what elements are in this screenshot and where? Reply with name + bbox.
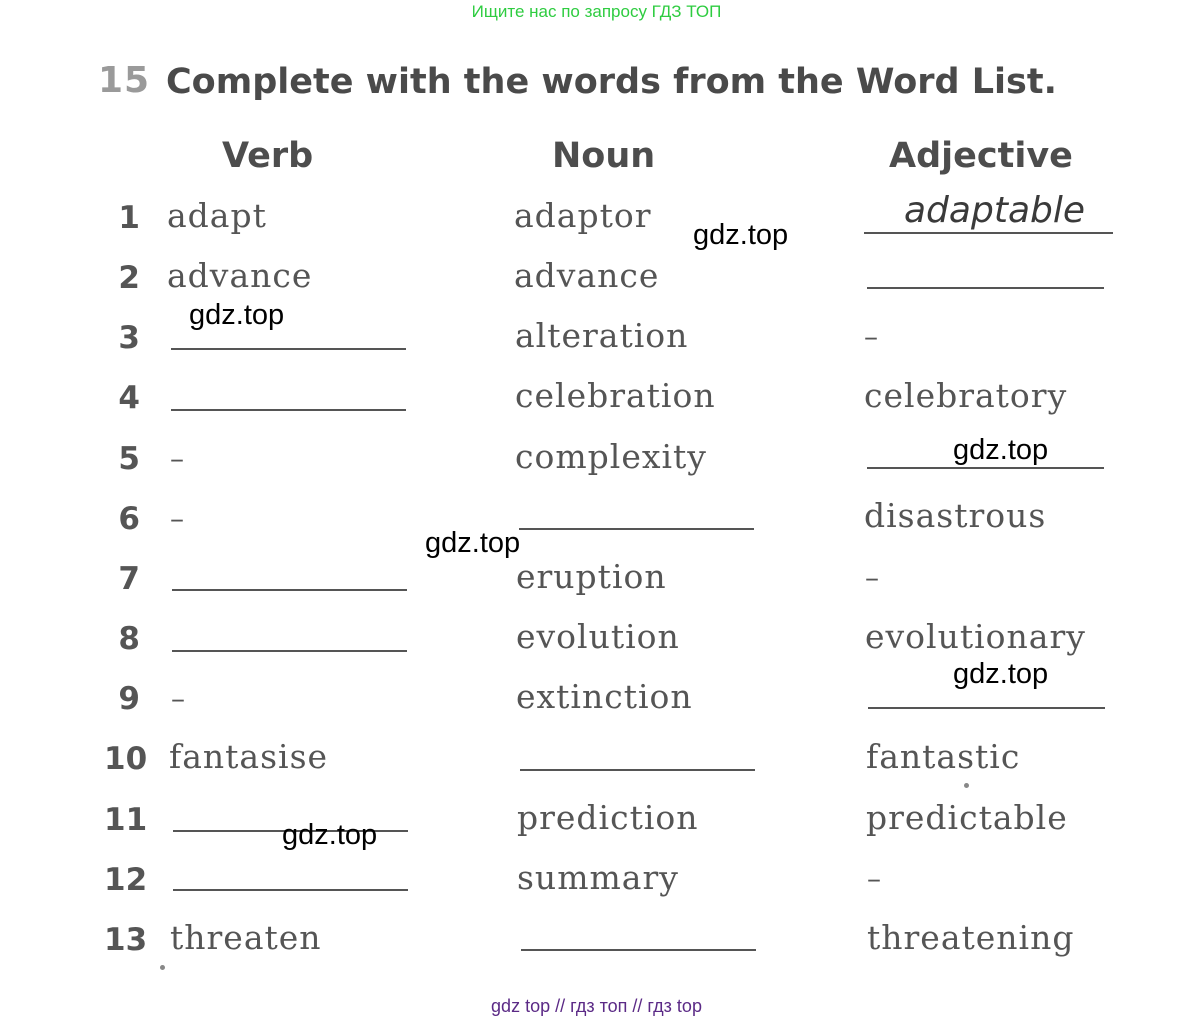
- row-number: 5: [118, 441, 140, 477]
- adjective-answer-line: [864, 232, 1113, 234]
- adjective-answer-line: [867, 467, 1104, 469]
- verb-word: adapt: [167, 196, 267, 235]
- row-number: 4: [118, 380, 140, 416]
- adjective-answer-line: [868, 707, 1105, 709]
- adjective-word: predictable: [866, 798, 1068, 837]
- watermark: gdz.top: [189, 299, 285, 331]
- noun-word: alteration: [515, 316, 689, 355]
- watermark: gdz.top: [953, 434, 1049, 466]
- verb-word: threaten: [170, 918, 322, 957]
- row-number: 6: [118, 501, 140, 537]
- watermark: gdz.top: [282, 819, 378, 851]
- verb-word: advance: [167, 256, 313, 295]
- row-number: 10: [104, 741, 148, 777]
- search-banner: Ищите нас по запросу ГДЗ ТОП: [471, 2, 722, 21]
- watermark: gdz.top: [693, 219, 789, 251]
- verb-answer-line: [172, 650, 407, 652]
- noun-answer-line: [521, 949, 756, 951]
- noun-word: celebration: [515, 376, 716, 415]
- noun-word: summary: [517, 858, 679, 897]
- row-number: 11: [104, 802, 148, 838]
- scan-speck: [160, 965, 165, 970]
- row-number: 7: [118, 561, 140, 597]
- row-number: 9: [118, 681, 140, 717]
- scan-speck: [964, 783, 969, 788]
- verb-dash: –: [170, 442, 184, 475]
- adjective-answer-line: [867, 287, 1104, 289]
- row-number: 13: [104, 922, 148, 958]
- verb-answer-line: [171, 409, 406, 411]
- footer-links: gdz top // гдз топ // гдз top: [491, 996, 702, 1016]
- noun-word: extinction: [516, 677, 693, 716]
- verb-dash: –: [171, 682, 185, 715]
- column-header-noun: Noun: [552, 136, 656, 176]
- column-header-adjective: Adjective: [889, 136, 1073, 176]
- noun-word: complexity: [515, 437, 707, 476]
- noun-word: evolution: [516, 617, 680, 656]
- row-number: 1: [118, 200, 140, 236]
- column-header-verb: Verb: [222, 136, 314, 176]
- verb-dash: –: [170, 502, 184, 535]
- exercise-number: 15: [98, 60, 151, 101]
- row-number: 8: [118, 621, 140, 657]
- adjective-word: evolutionary: [865, 617, 1086, 656]
- handwritten-answer: adaptable: [904, 190, 1086, 231]
- row-number: 3: [118, 320, 140, 356]
- exercise-instruction: Complete with the words from the Word List.: [166, 62, 1057, 102]
- watermark: gdz.top: [425, 527, 521, 559]
- adjective-dash: –: [864, 320, 878, 353]
- adjective-dash: –: [867, 862, 881, 895]
- noun-answer-line: [519, 528, 754, 530]
- noun-word: advance: [514, 256, 660, 295]
- noun-word: eruption: [516, 557, 667, 596]
- verb-answer-line: [173, 889, 408, 891]
- noun-word: adaptor: [514, 196, 652, 235]
- noun-answer-line: [520, 769, 755, 771]
- adjective-word: disastrous: [864, 496, 1047, 535]
- adjective-word: threatening: [867, 918, 1075, 957]
- noun-word: prediction: [517, 798, 699, 837]
- watermark: gdz.top: [953, 658, 1049, 690]
- row-number: 12: [104, 862, 148, 898]
- adjective-dash: –: [865, 561, 879, 594]
- verb-word: fantasise: [169, 737, 329, 776]
- verb-answer-line: [171, 348, 406, 350]
- adjective-word: celebratory: [864, 376, 1068, 415]
- row-number: 2: [118, 260, 140, 296]
- verb-answer-line: [172, 589, 407, 591]
- adjective-word: fantastic: [866, 737, 1021, 776]
